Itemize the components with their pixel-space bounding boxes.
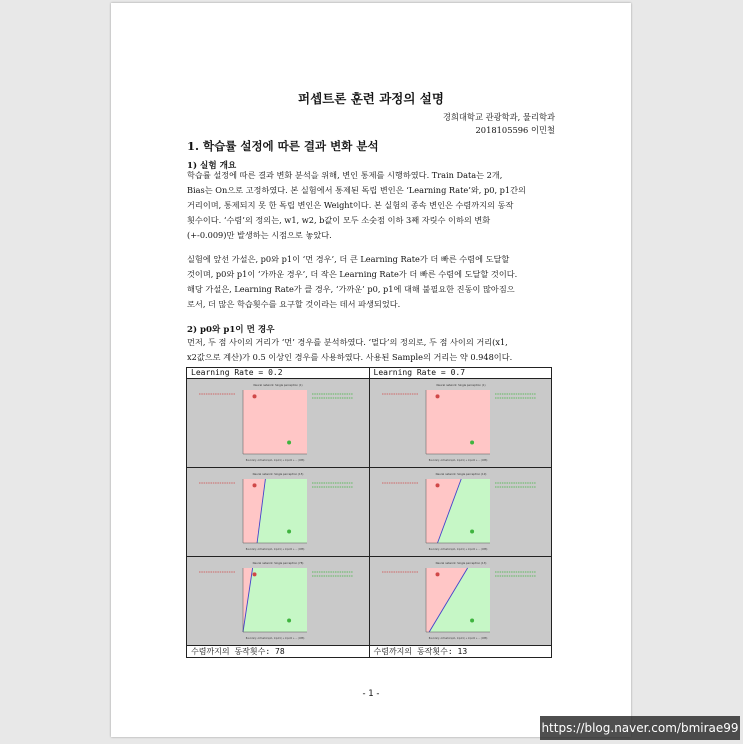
perceptron-plot xyxy=(370,468,552,556)
point-p0 xyxy=(253,394,257,398)
para-line: x2값으로 계산)가 0.5 이상인 경우를 사용하였다. 사용된 Sample의 거리는 약 0.948이다. xyxy=(187,352,513,362)
convergence-count-lr-0.2: 수렴까지의 동작횟수: 78 xyxy=(187,646,370,658)
author-id-name: 2018105596 이민철 xyxy=(475,125,555,135)
plot-cell xyxy=(187,379,370,468)
green-region xyxy=(243,568,307,632)
para-line: 먼저, 두 점 사이의 거리가 ‘먼’ 경우를 분석하였다. ‘멀다’의 정의로, 두 점 사이의 거리(x1, xyxy=(187,337,508,347)
plot-cell xyxy=(369,379,552,468)
plot-title: Neural network: Single perceptron (78) xyxy=(252,562,304,565)
para-line: 로서, 더 많은 학습횟수를 요구할 것이라는 데서 파생되었다. xyxy=(187,299,401,309)
plot-cell xyxy=(187,557,370,646)
plot-title: Neural network: Single perceptron (10) xyxy=(435,473,486,476)
plot-title: Neural network: Single perceptron (1) xyxy=(435,384,486,387)
para-line: 학습률 설정에 따른 결과 변화 분석을 위해, 변인 통제를 시행하였다. Train Data는 2개, xyxy=(187,170,503,180)
plot-xlabel: Boundary: Activation(w1, Input1) + Input2 + ... (CBB) xyxy=(245,548,305,551)
paragraph-hypothesis xyxy=(187,252,557,312)
subsection-heading-far: 2) p0와 p1이 먼 경우 xyxy=(187,325,275,335)
plot-xlabel: Boundary: Activation(w1, Input1) + Input2 + ... (CBB) xyxy=(245,637,305,640)
point-p0 xyxy=(435,572,439,576)
section-heading: 1. 학습률 설정에 따른 결과 변화 분석 xyxy=(187,139,379,153)
plot-title: Neural network: Single perceptron (13) xyxy=(435,562,486,565)
point-p0 xyxy=(253,572,257,576)
plot-xlabel: Boundary: Activation(w1, Input1) + Input2 + ... (CBB) xyxy=(245,459,305,462)
red-region xyxy=(426,390,490,454)
para-line: 실험에 앞선 가설은, p0와 p1이 ‘먼 경우’, 더 큰 Learning Rate가 더 빠른 수렴에 도달할 xyxy=(187,254,510,264)
perceptron-plot xyxy=(370,557,552,645)
point-p0 xyxy=(435,394,439,398)
document-page xyxy=(111,3,631,737)
column-header-lr-0.2: Learning Rate = 0.2 xyxy=(187,368,370,379)
point-p0 xyxy=(253,483,257,487)
para-line: (+-0.009)만 발생하는 시점으로 놓았다. xyxy=(187,230,332,240)
perceptron-plot xyxy=(370,379,552,467)
plot-title: Neural network: Single perceptron (15) xyxy=(252,473,304,476)
page-number: - 1 - xyxy=(362,689,380,699)
column-header-lr-0.7: Learning Rate = 0.7 xyxy=(369,368,552,379)
point-p1 xyxy=(470,618,474,622)
convergence-count-lr-0.7: 수렴까지의 동작횟수: 13 xyxy=(369,646,552,658)
point-p0 xyxy=(435,483,439,487)
point-p1 xyxy=(470,529,474,533)
perceptron-plot xyxy=(187,379,369,467)
results-table xyxy=(186,367,552,658)
author-affiliation: 경희대학교 관광학과, 물리학과 xyxy=(442,112,555,122)
para-line: 해당 가설은, Learning Rate가 클 경우, ‘가까운’ p0, p1에 대해 불필요한 진동이 많아짐으 xyxy=(187,284,515,294)
plot-xlabel: Boundary: Activation(w1, Input1) + Input2 + ... (CBB) xyxy=(428,459,487,462)
para-line: Bias는 On으로 고정하였다. 본 실험에서 통제된 독립 변인은 ‘Learning Rate’와, p0, p1간의 xyxy=(187,185,526,195)
para-line: 횟수이다. ‘수렴’의 정의는, w1, w2, b값이 모두 소숫점 이하 3째 자릿수 이하의 변화 xyxy=(187,215,491,225)
point-p1 xyxy=(470,440,474,444)
paragraph-overview xyxy=(187,168,557,243)
plot-xlabel: Boundary: Activation(w1, Input1) + Input2 + ... (CBB) xyxy=(428,637,487,640)
plot-cell xyxy=(369,557,552,646)
plot-cell xyxy=(187,468,370,557)
point-p1 xyxy=(287,529,291,533)
document-title: 퍼셉트론 훈련 과정의 설명 xyxy=(298,91,444,106)
point-p1 xyxy=(287,618,291,622)
perceptron-plot xyxy=(187,557,369,645)
para-line: 거리이며, 통제되지 못 한 독립 변인은 Weight이다. 본 실험의 종속 변인은 수렴까지의 동작 xyxy=(187,200,514,210)
subsection-heading-overview: 1) 실험 개요 xyxy=(187,161,237,171)
plot-title: Neural network: Single perceptron (1) xyxy=(253,384,303,387)
red-region xyxy=(243,390,307,454)
plot-xlabel: Boundary: Activation(w1, Input1) + Input2 + ... (CBB) xyxy=(428,548,487,551)
paragraph-far-case xyxy=(187,335,557,365)
blog-watermark: https://blog.naver.com/bmirae99 xyxy=(540,716,740,740)
para-line: 것이며, p0와 p1이 ‘가까운 경우’, 더 작은 Learning Rate가 더 빠른 수렴에 도달할 것이다. xyxy=(187,269,518,279)
point-p1 xyxy=(287,440,291,444)
perceptron-plot xyxy=(187,468,369,556)
plot-cell xyxy=(369,468,552,557)
